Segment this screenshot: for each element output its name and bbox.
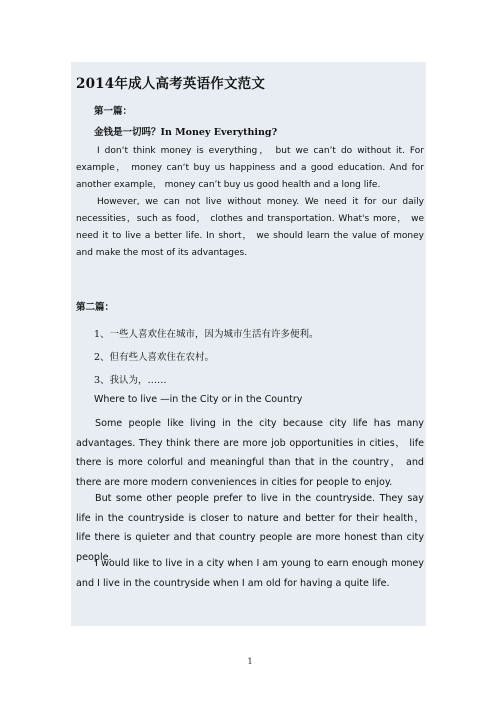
essay1-heading: 第一篇： (94, 106, 133, 117)
essay1-subtitle: 金钱是一切吗？In Money Everything? (94, 127, 278, 138)
essay2-paragraph-1: Some people like living in the city because city life has many advantages. They think there are more job opportunities in cities， life there is more colorful and meaningful than that in the country， and there are more modern conveniences in cities for people to enjoy. (76, 418, 424, 488)
essay1-paragraph-1: I don‘t think money is everything， but we can’t do without it. For example， money can‘t buy us happiness and a good education. And for another example， money can’t buy us good health and a long life. (76, 146, 424, 190)
essay2-heading: 第二篇： (76, 302, 115, 313)
essay2-paragraph-3: I would like to live in a city when I am young to earn enough money and I live in the countryside when I am old for having a quite life. (76, 558, 424, 589)
essay2-point-2: 2、但有些人喜欢住在农村。 (94, 352, 215, 363)
essay2-subtitle: Where to live —in the City or in the Country (94, 394, 303, 405)
essay1-paragraph-2: However, we can not live without money. We need it for our daily necessities，such as food， clothes and transportation. What's more， we need it to live a better life. In short， we should learn the value of money and make the most of its advantages. (76, 197, 424, 258)
essay2-point-3: 3、我认为，…… (94, 375, 167, 386)
page-number: 1 (247, 657, 253, 666)
essay2-paragraph-2: But some other people prefer to live in the countryside. They say life in the countryside is closer to nature and better for their health， life there is quieter and that country people are more honest than city people. (76, 493, 424, 563)
essay2-point-1: 1、一些人喜欢住在城市，因为城市生活有许多便利。 (94, 329, 319, 340)
document-title: 2014年成人高考英语作文范文 (76, 76, 266, 92)
